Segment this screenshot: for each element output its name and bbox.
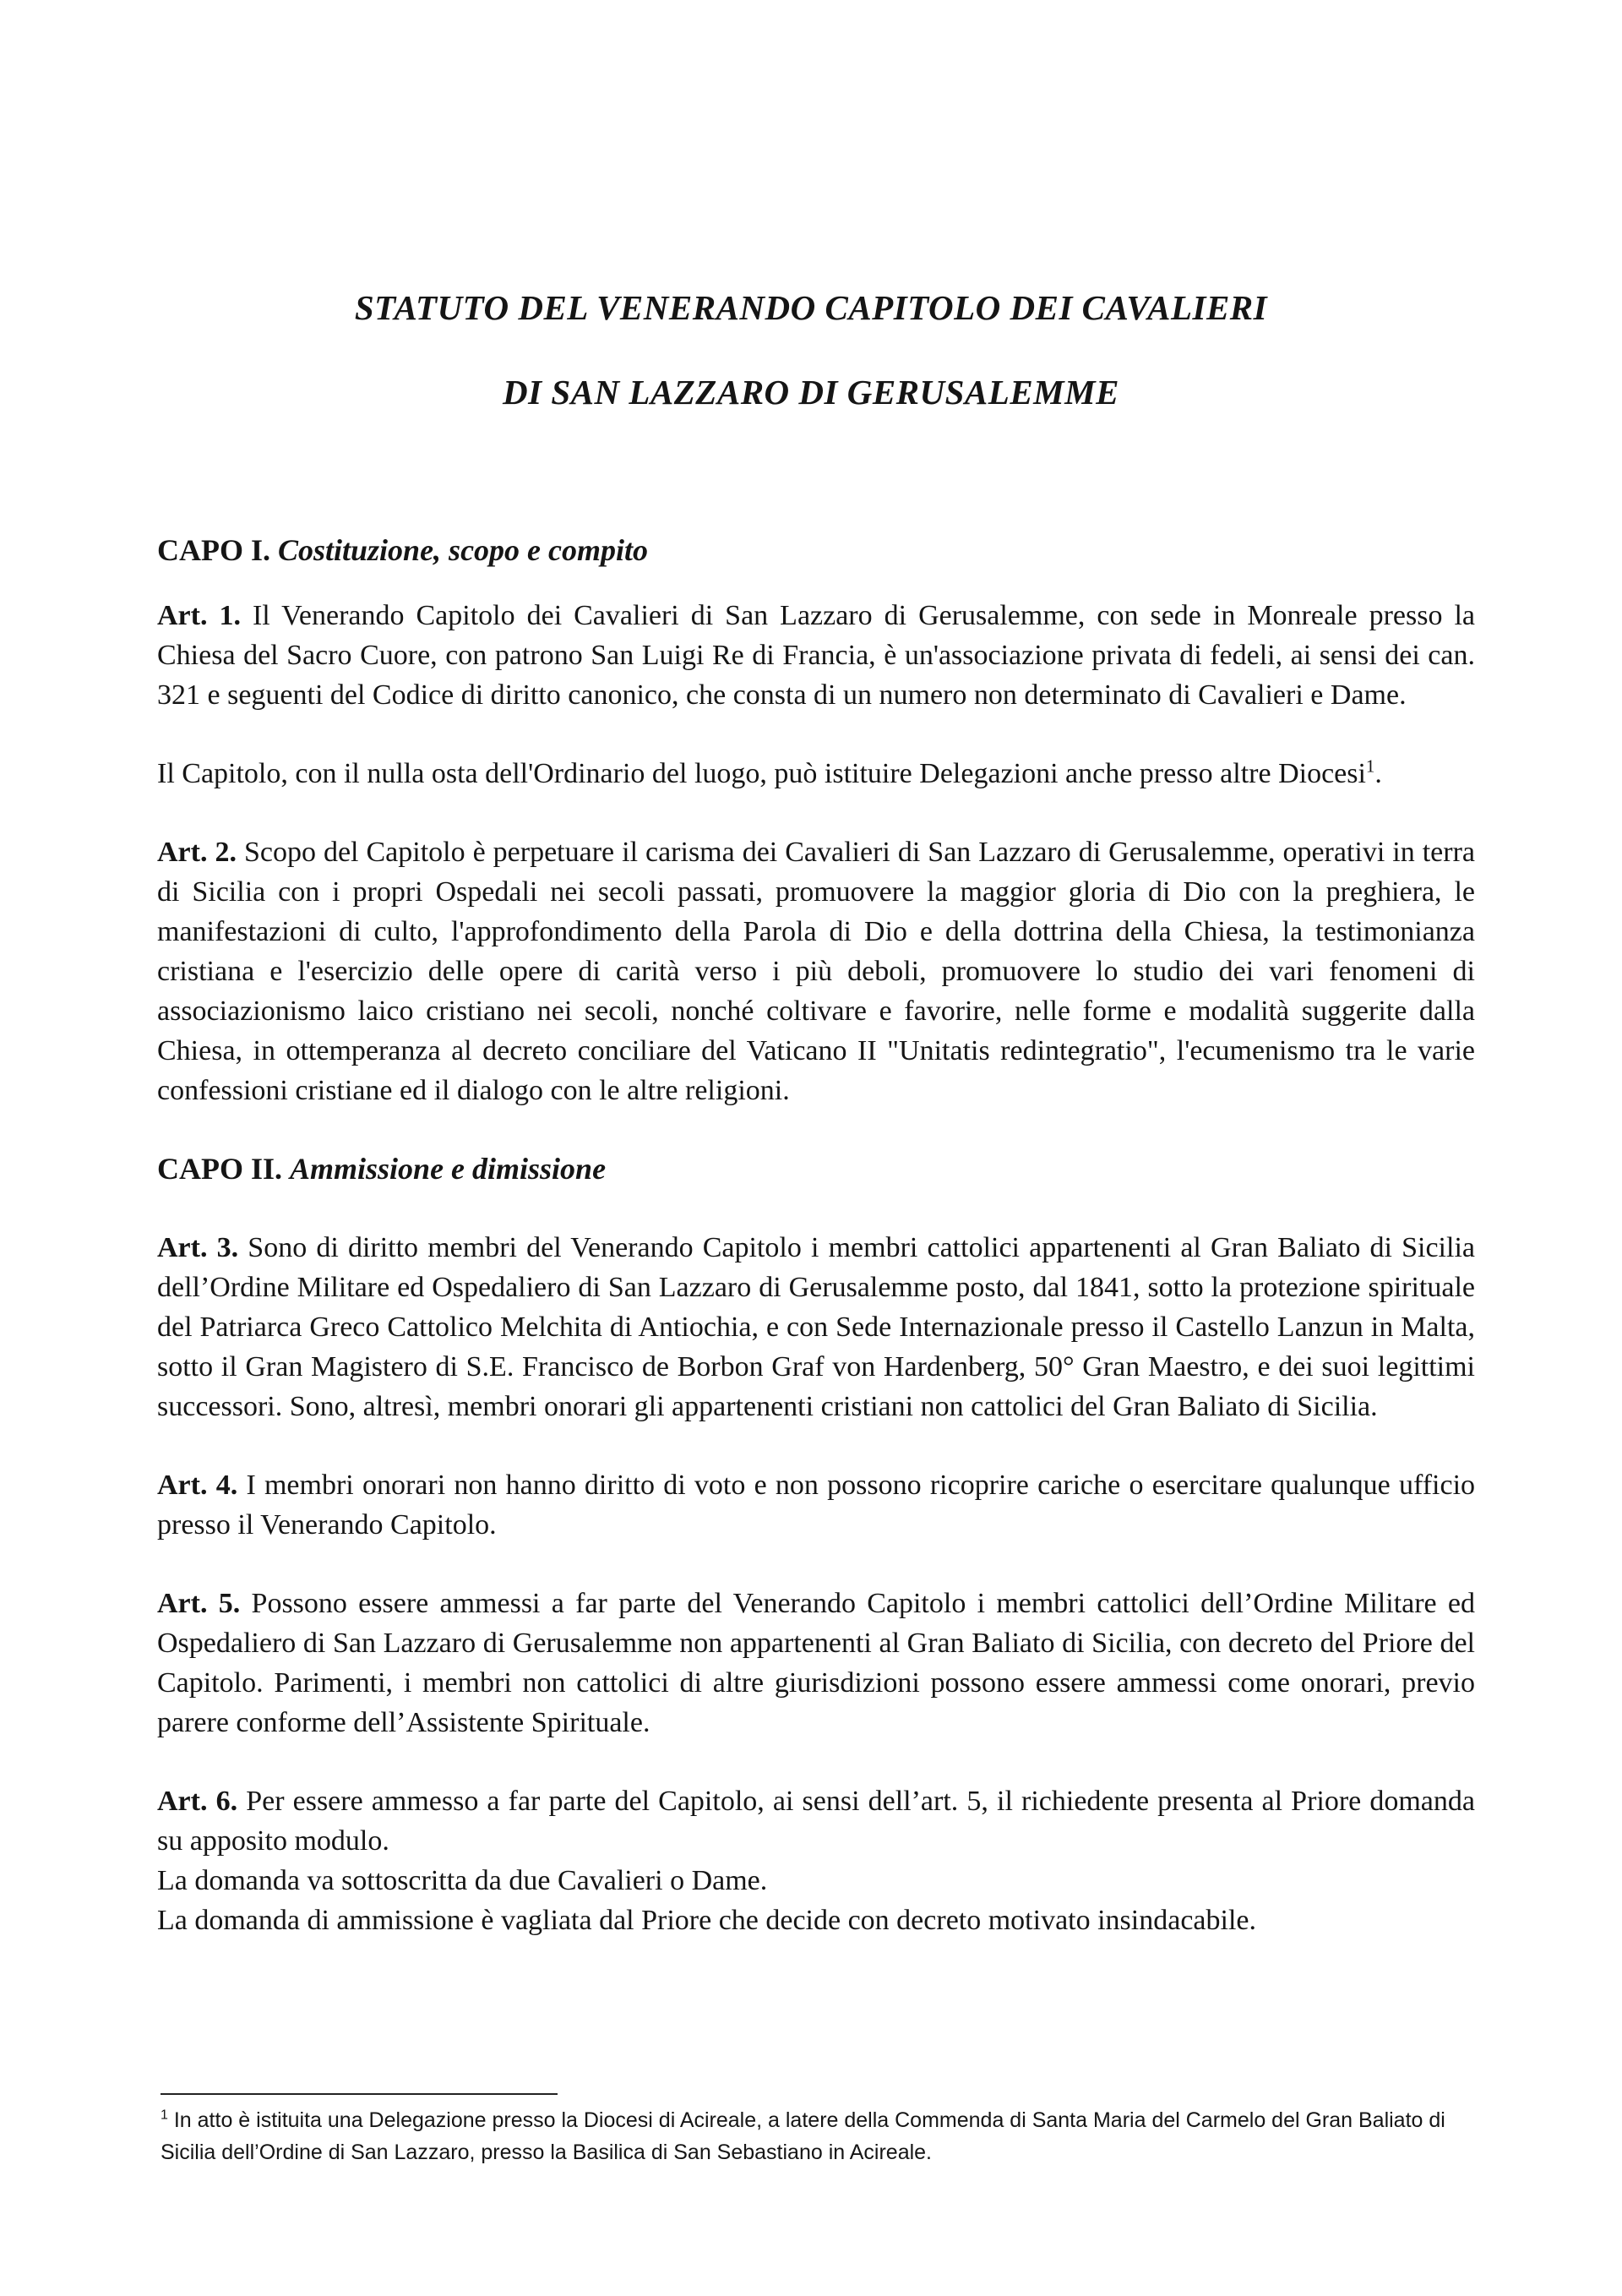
- article-6-text: Per essere ammesso a far parte del Capitolo, ai sensi dell’art. 5, il richiedente presenta al Priore domanda su apposito modulo.: [157, 1786, 1475, 1857]
- chapter-1-heading: [157, 531, 1475, 570]
- article-6-label: Art. 6.: [157, 1786, 238, 1817]
- article-4-label: Art. 4.: [157, 1470, 238, 1501]
- article-5-text: Possono essere ammessi a far parte del Venerando Capitolo i membri cattolici dell’Ordine Militare ed Ospedaliero di San Lazzaro di Gerusalemme non appartenenti al Gran Baliato di Sicilia, con decreto del Priore del Capitolo. Parimenti, i membri non cattolici di altre giurisdizioni possono essere ammessi come onorari, previo parere conforme dell’Assistente Spirituale.: [157, 1588, 1476, 1738]
- article-1-text: Il Venerando Capitolo dei Cavalieri di San Lazzaro di Gerusalemme, con sede in Monreale presso la Chiesa del Sacro Cuore, con patrono San Luigi Re di Francia, è un'associazione privata di fedeli, ai sensi dei can. 321 e seguenti del Codice di diritto canonico, che consta di un numero non determinato di Cavalieri e Dame.: [157, 600, 1475, 711]
- document-body: [157, 531, 1475, 1940]
- article-5: [157, 1584, 1475, 1742]
- article-1: [157, 596, 1475, 715]
- article-2-text: Scopo del Capitolo è perpetuare il carisma dei Cavalieri di San Lazzaro di Gerusalemme, operativi in terra di Sicilia con i propri Ospedali nei secoli passati, promuovere la maggior gloria di Dio con la preghiera, le manifestazioni di culto, l'approfondimento della Parola di Dio e della dottrina della Chiesa, la testimonianza cristiana e l'esercizio delle opere di carità verso i più deboli, promuovere lo studio dei vari fenomeni di associazionismo laico cristiano nei secoli, nonché coltivare e favorire, nelle forme e modalità suggerite dalla Chiesa, in ottemperanza al decreto conciliare del Vaticano II "Unitatis redintegratio", l'ecumenismo tra le varie confessioni cristiane ed il dialogo con le altre religioni.: [157, 837, 1476, 1106]
- footnote: [161, 2104, 1478, 2168]
- article-1-paragraph-2-text: Il Capitolo, con il nulla osta dell'Ordinario del luogo, può istituire Delegazioni anche presso altre Diocesi: [157, 758, 1366, 789]
- article-3-label: Art. 3.: [157, 1232, 239, 1263]
- article-6: [157, 1781, 1475, 1861]
- chapter-2-label: CAPO II.: [157, 1152, 283, 1186]
- chapter-1-title: Costituzione, scopo e compito: [278, 533, 649, 567]
- article-1-label: Art. 1.: [157, 600, 241, 631]
- document-title-line-2: DI SAN LAZZARO DI GERUSALEMME: [503, 373, 1119, 412]
- article-2-label: Art. 2.: [157, 837, 237, 868]
- chapter-2-heading: [157, 1149, 1475, 1189]
- footnote-reference: 1: [1365, 755, 1375, 777]
- document-title-line-1: STATUTO DEL VENERANDO CAPITOLO DEI CAVALIERI: [354, 288, 1268, 327]
- article-2: [157, 832, 1475, 1110]
- footnote-number: 1: [161, 2108, 168, 2123]
- article-1-paragraph-2-end: .: [1374, 758, 1382, 789]
- article-6-line-3: La domanda di ammissione è vagliata dal Priore che decide con decreto motivato insindacabile.: [157, 1905, 1256, 1936]
- article-6-line-2: La domanda va sottoscritta da due Cavalieri o Dame.: [157, 1865, 768, 1896]
- article-4: [157, 1465, 1475, 1545]
- footnote-separator: [161, 2093, 558, 2095]
- article-4-text: I membri onorari non hanno diritto di voto e non possono ricoprire cariche o esercitare qualunque ufficio presso il Venerando Capitolo.: [157, 1470, 1476, 1541]
- article-1-paragraph-2: [157, 754, 1475, 794]
- chapter-2-title: Ammissione e dimissione: [290, 1152, 607, 1186]
- article-5-label: Art. 5.: [157, 1588, 241, 1619]
- chapter-1-label: CAPO I.: [157, 533, 270, 567]
- article-3-text: Sono di diritto membri del Venerando Capitolo i membri cattolici appartenenti al Gran Baliato di Sicilia dell’Ordine Militare ed Ospedaliero di San Lazzaro di Gerusalemme posto, dal 1841, sotto la protezione spirituale del Patriarca Greco Cattolico Melchita di Antiochia, e con Sede Internazionale presso il Castello Lanzun in Malta, sotto il Gran Magistero di S.E. Francisco de Borbon Graf von Hardenberg, 50° Gran Maestro, e dei suoi legittimi successori. Sono, altresì, membri onorari gli appartenenti cristiani non cattolici del Gran Baliato di Sicilia.: [157, 1232, 1475, 1422]
- footnote-text: In atto è istituita una Delegazione presso la Diocesi di Acireale, a latere della Commenda di Santa Maria del Carmelo del Gran Baliato di Sicilia dell’Ordine di San Lazzaro, presso la Basilica di San Sebastiano in Acireale.: [161, 2108, 1445, 2164]
- article-3: [157, 1228, 1475, 1426]
